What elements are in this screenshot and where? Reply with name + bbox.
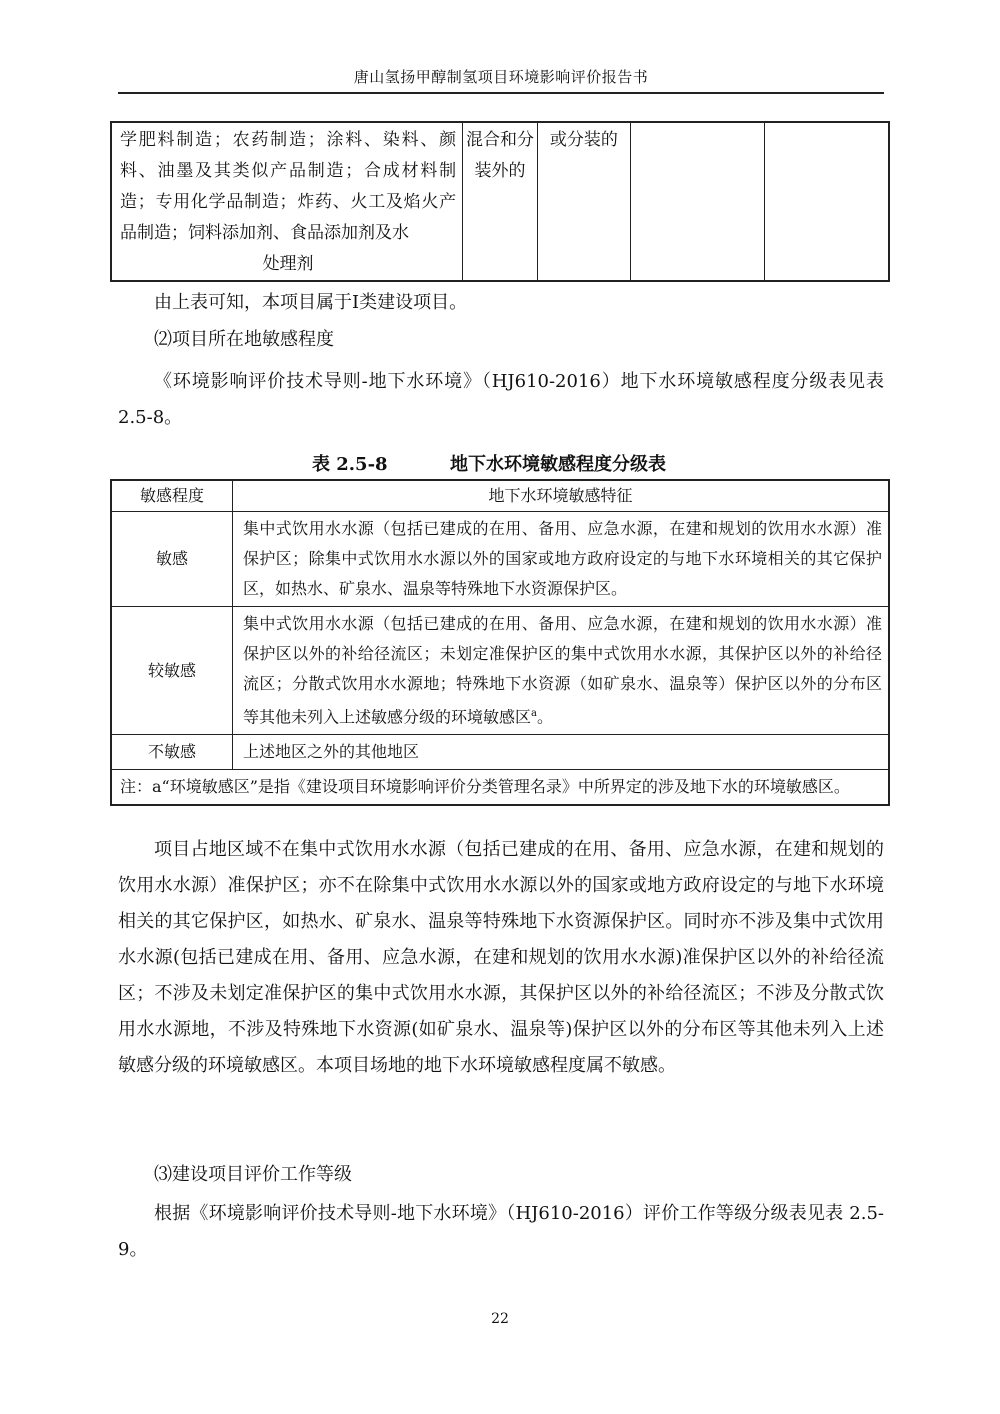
- sentence-end: 。: [536, 707, 553, 727]
- industry-text-last: 处理剂: [262, 254, 314, 274]
- paragraph: 根据《环境影响评价技术导则-地下水环境》（HJ610-2016）评价工作等级分级表见表 2.5-9。: [118, 1203, 884, 1260]
- running-header: 唐山氢扬甲醇制氢项目环境影响评价报告书: [353, 68, 649, 86]
- section-heading: ⑵项目所在地敏感程度: [154, 329, 334, 350]
- column-header: 敏感程度: [111, 480, 233, 512]
- industry-cell: [111, 122, 463, 281]
- sensitivity-level: 不敏感: [111, 735, 233, 770]
- industry-text: 学肥料制造；农药制造；涂料、染料、颜料、油墨及其类似产品制造；合成材料制造；专用化学品制造；炸药、火工及焰火产品制造；饲料添加剂、食品添加剂及水: [120, 130, 457, 243]
- sensitivity-description-cell: [233, 607, 890, 735]
- paragraph: 《环境影响评价技术导则-地下水环境》（HJ610-2016）地下水环境敏感程度分级表见表 2.5-8。: [118, 371, 884, 428]
- page-number: 22: [491, 1311, 509, 1327]
- column-header: 地下水环境敏感特征: [233, 480, 890, 512]
- empty-cell: [765, 122, 889, 281]
- category-cell: 混合和分装外的: [463, 122, 538, 281]
- section-heading: ⑶建设项目评价工作等级: [154, 1164, 352, 1185]
- sensitivity-level: 敏感: [111, 512, 233, 607]
- header-rule: [118, 92, 884, 94]
- category-cell-2: 或分装的: [537, 122, 630, 281]
- sensitivity-level: 较敏感: [111, 607, 233, 735]
- table-row: [111, 122, 889, 281]
- sensitivity-description: 集中式饮用水水源（包括已建成的在用、备用、应急水源，在建和规划的饮用水水源）准保护区；除集中式饮用水水源以外的国家或地方政府设定的与地下水环境相关的其它保护区，如热水、矿泉水、温泉等特殊地下水资源保护区。: [233, 512, 890, 607]
- sensitivity-description: 集中式饮用水水源（包括已建成的在用、备用、应急水源，在建和规划的饮用水水源）准保护区以外的补给径流区；未划定准保护区的集中式饮用水水源，其保护区以外的补给径流区；分散式饮用水水源地；特殊地下水资源（如矿泉水、温泉等）保护区以外的分布区等其他未列入上述敏感分级的环境敏感区: [243, 614, 882, 727]
- footnote-marker: a: [531, 708, 537, 719]
- continued-table: [110, 121, 890, 282]
- table-title: 地下水环境敏感程度分级表: [450, 454, 666, 475]
- paragraph: 项目占地区域不在集中式饮用水水源（包括已建成的在用、备用、应急水源，在建和规划的饮用水水源）准保护区；亦不在除集中式饮用水水源以外的国家或地方政府设定的与地下水环境相关的其它保护区，如热水、矿泉水、温泉等特殊地下水资源保护区。同时亦不涉及集中式饮用水水源(包括已建成在用、备用、应急水源，在建和规划的饮用水水源)准保护区以外的补给径流区；不涉及未划定准保护区的集中式饮用水水源，其保护区以外的补给径流区；不涉及分散式饮用水水源地，不涉及特殊地下水资源(如矿泉水、温泉等)保护区以外的分布区等其他未列入上述敏感分级的环境敏感区。本项目场地的地下水环境敏感程度属不敏感。: [118, 839, 884, 1076]
- empty-cell: [630, 122, 764, 281]
- paragraph: 由上表可知，本项目属于I类建设项目。: [154, 292, 468, 313]
- sensitivity-table: [110, 479, 890, 806]
- table-number: 表 2.5-8: [312, 454, 388, 475]
- table-header-row: [111, 480, 889, 512]
- table-note-row: [111, 770, 889, 806]
- table-note: 注：a“环境敏感区”是指《建设项目环境影响评价分类管理名录》中所界定的涉及地下水的环境敏感区。: [111, 770, 889, 806]
- table-row: [111, 735, 889, 770]
- sensitivity-description: 上述地区之外的其他地区: [233, 735, 890, 770]
- table-row: [111, 512, 889, 607]
- table-row: [111, 607, 889, 735]
